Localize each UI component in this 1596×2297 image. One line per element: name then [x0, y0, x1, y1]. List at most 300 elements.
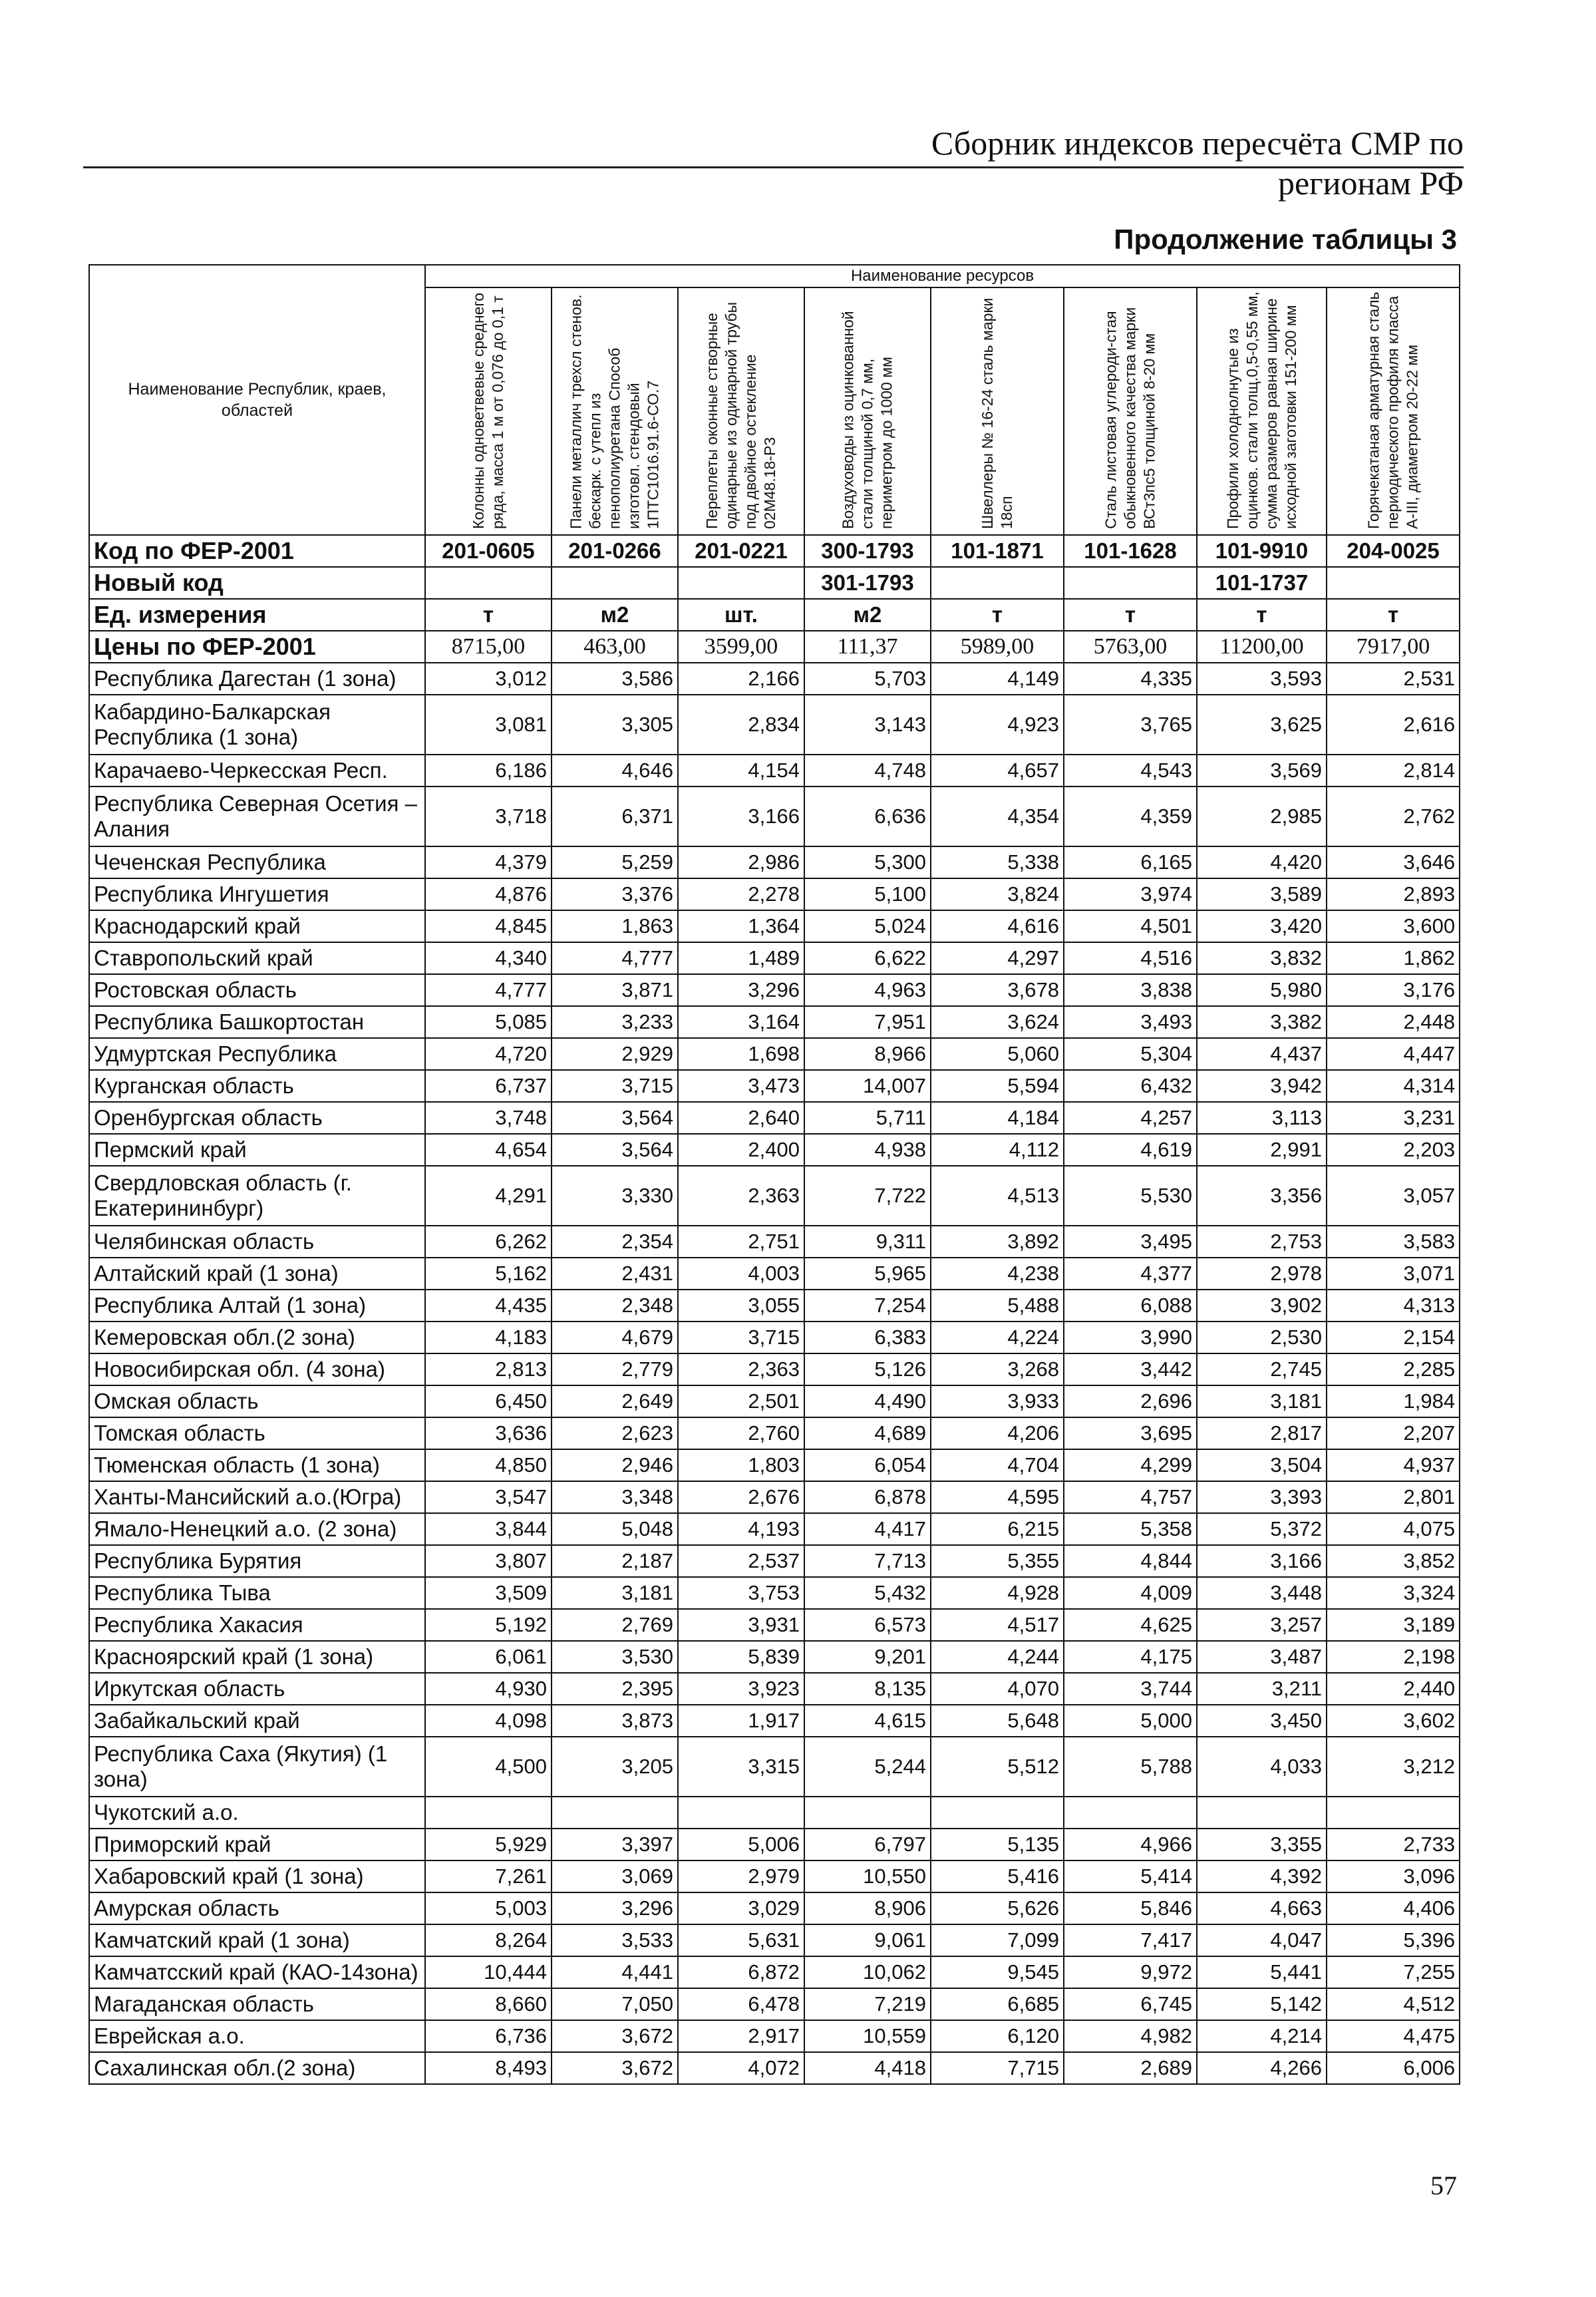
index-value: 2,979: [678, 1860, 804, 1892]
index-value: 4,963: [804, 974, 931, 1006]
region-name: Томская область: [89, 1417, 425, 1449]
meta-row: [89, 599, 1460, 631]
index-value: 2,348: [552, 1290, 678, 1322]
meta-cell: [552, 567, 678, 599]
index-value: 3,143: [804, 695, 931, 755]
index-value: 3,715: [552, 1070, 678, 1102]
index-value: 4,516: [1064, 942, 1197, 974]
index-value: 3,393: [1197, 1481, 1327, 1513]
index-value: 4,777: [552, 942, 678, 974]
index-value: 9,061: [804, 1924, 931, 1956]
index-value: 5,372: [1197, 1513, 1327, 1545]
index-value: 2,440: [1327, 1673, 1460, 1705]
index-value: 1,489: [678, 942, 804, 974]
table-row: [89, 1545, 1460, 1577]
index-value: 4,619: [1064, 1134, 1197, 1166]
index-value: 5,965: [804, 1258, 931, 1290]
index-value: 4,447: [1327, 1038, 1460, 1070]
index-value: 3,356: [1197, 1166, 1327, 1226]
index-value: 2,946: [552, 1449, 678, 1481]
region-name: Республика Алтай (1 зона): [89, 1290, 425, 1322]
index-value: 4,098: [425, 1705, 552, 1737]
index-value: 4,720: [425, 1038, 552, 1070]
index-value: 1,917: [678, 1705, 804, 1737]
table-row: [89, 1449, 1460, 1481]
region-name: Кемеровская обл.(2 зона): [89, 1322, 425, 1353]
collection-title: Сборник индексов пересчёта СМР по регионам РФ: [931, 124, 1464, 202]
meta-cell: 201-0221: [678, 535, 804, 567]
index-value: 4,417: [804, 1513, 931, 1545]
index-value: 2,696: [1064, 1385, 1197, 1417]
meta-cell: 101-1628: [1064, 535, 1197, 567]
index-value: 2,198: [1327, 1641, 1460, 1673]
regional-index-table: [88, 264, 1460, 2085]
index-value: 2,166: [678, 663, 804, 695]
region-name: Магаданская область: [89, 1988, 425, 2020]
index-value: 2,278: [678, 878, 804, 910]
index-value: 2,733: [1327, 1829, 1460, 1860]
index-value: 5,304: [1064, 1038, 1197, 1070]
index-value: 4,475: [1327, 2020, 1460, 2052]
index-value: 4,513: [931, 1166, 1064, 1226]
index-value: [1327, 1797, 1460, 1829]
index-value: 3,330: [552, 1166, 678, 1226]
index-value: 5,929: [425, 1829, 552, 1860]
region-name: Алтайский край (1 зона): [89, 1258, 425, 1290]
region-name: Омская область: [89, 1385, 425, 1417]
table-row: [89, 1006, 1460, 1038]
index-value: 1,698: [678, 1038, 804, 1070]
meta-cell: 8715,00: [425, 631, 552, 663]
region-name: Чукотский а.о.: [89, 1797, 425, 1829]
index-value: 3,442: [1064, 1353, 1197, 1385]
index-value: 2,917: [678, 2020, 804, 2052]
index-value: 9,311: [804, 1226, 931, 1258]
index-value: 3,753: [678, 1577, 804, 1609]
index-value: 3,029: [678, 1892, 804, 1924]
table-row: [89, 1737, 1460, 1797]
index-value: 3,296: [552, 1892, 678, 1924]
index-value: 3,448: [1197, 1577, 1327, 1609]
index-value: 3,933: [931, 1385, 1064, 1417]
meta-cell: т: [1327, 599, 1460, 631]
region-name: Республика Саха (Якутия) (1 зона): [89, 1737, 425, 1797]
index-value: 3,211: [1197, 1673, 1327, 1705]
page-number: 57: [1430, 2171, 1457, 2201]
meta-cell: 5763,00: [1064, 631, 1197, 663]
index-value: 10,062: [804, 1956, 931, 1988]
index-value: 4,392: [1197, 1860, 1327, 1892]
table-row: [89, 663, 1460, 695]
meta-row-label: Ед. измерения: [89, 599, 425, 631]
index-value: 6,061: [425, 1641, 552, 1673]
index-value: 3,495: [1064, 1226, 1197, 1258]
meta-cell: 204-0025: [1327, 535, 1460, 567]
index-value: 2,203: [1327, 1134, 1460, 1166]
index-value: 3,450: [1197, 1705, 1327, 1737]
index-value: 4,206: [931, 1417, 1064, 1449]
index-value: 3,382: [1197, 1006, 1327, 1038]
index-value: 4,517: [931, 1609, 1064, 1641]
index-value: 3,589: [1197, 878, 1327, 910]
index-value: 6,432: [1064, 1070, 1197, 1102]
table-row: [89, 1102, 1460, 1134]
index-value: 3,055: [678, 1290, 804, 1322]
index-value: 7,099: [931, 1924, 1064, 1956]
region-name: Карачаево-Черкесская Респ.: [89, 755, 425, 787]
index-value: 5,416: [931, 1860, 1064, 1892]
index-value: 4,112: [931, 1134, 1064, 1166]
index-value: 6,450: [425, 1385, 552, 1417]
index-value: 3,057: [1327, 1166, 1460, 1226]
index-value: 3,164: [678, 1006, 804, 1038]
meta-cell: т: [931, 599, 1064, 631]
index-value: 2,154: [1327, 1322, 1460, 1353]
table-row: [89, 2052, 1460, 2084]
resource-column-header: [678, 287, 804, 535]
index-value: 2,689: [1064, 2052, 1197, 2084]
index-value: 3,012: [425, 663, 552, 695]
meta-cell: [425, 567, 552, 599]
index-value: 3,748: [425, 1102, 552, 1134]
index-value: 3,257: [1197, 1609, 1327, 1641]
index-value: 4,595: [931, 1481, 1064, 1513]
index-value: 5,048: [552, 1513, 678, 1545]
index-value: 3,583: [1327, 1226, 1460, 1258]
index-value: 5,085: [425, 1006, 552, 1038]
region-name: Республика Северная Осетия – Алания: [89, 787, 425, 846]
region-name: Краснодарский край: [89, 910, 425, 942]
index-value: 4,418: [804, 2052, 931, 2084]
index-value: 4,704: [931, 1449, 1064, 1481]
index-value: 2,762: [1327, 787, 1460, 846]
table-row: [89, 1070, 1460, 1102]
index-value: 3,166: [678, 787, 804, 846]
region-name: Камчатсский край (КАО-14зона): [89, 1956, 425, 1988]
index-value: 3,166: [1197, 1545, 1327, 1577]
index-value: 4,616: [931, 910, 1064, 942]
index-value: 5,441: [1197, 1956, 1327, 1988]
region-column-header: Наименование Республик, краев, областей: [89, 265, 425, 535]
index-value: 6,573: [804, 1609, 931, 1641]
index-value: 6,120: [931, 2020, 1064, 2052]
index-value: 4,009: [1064, 1577, 1197, 1609]
resources-header: Наименование ресурсов: [425, 265, 1460, 287]
index-value: 5,355: [931, 1545, 1064, 1577]
index-value: 6,088: [1064, 1290, 1197, 1322]
index-value: 9,972: [1064, 1956, 1197, 1988]
meta-cell: [1064, 567, 1197, 599]
index-value: 8,906: [804, 1892, 931, 1924]
index-value: 4,441: [552, 1956, 678, 1988]
index-value: 9,545: [931, 1956, 1064, 1988]
index-value: 3,533: [552, 1924, 678, 1956]
resource-column-header: [804, 287, 931, 535]
index-value: 4,314: [1327, 1070, 1460, 1102]
index-value: 5,788: [1064, 1737, 1197, 1797]
index-value: 4,850: [425, 1449, 552, 1481]
meta-cell: 201-0605: [425, 535, 552, 567]
index-value: 2,363: [678, 1353, 804, 1385]
index-value: 4,679: [552, 1322, 678, 1353]
index-value: 3,942: [1197, 1070, 1327, 1102]
index-value: 2,760: [678, 1417, 804, 1449]
index-value: 2,623: [552, 1417, 678, 1449]
index-value: 2,985: [1197, 787, 1327, 846]
index-value: 4,930: [425, 1673, 552, 1705]
index-value: 4,193: [678, 1513, 804, 1545]
index-value: 3,646: [1327, 846, 1460, 878]
index-value: 3,324: [1327, 1577, 1460, 1609]
index-value: 1,364: [678, 910, 804, 942]
resource-column-header: [1197, 287, 1327, 535]
index-value: 3,420: [1197, 910, 1327, 942]
index-value: 2,978: [1197, 1258, 1327, 1290]
index-value: 2,991: [1197, 1134, 1327, 1166]
index-value: 3,113: [1197, 1102, 1327, 1134]
index-value: 8,135: [804, 1673, 931, 1705]
index-value: 3,844: [425, 1513, 552, 1545]
index-value: 4,928: [931, 1577, 1064, 1609]
index-value: 2,448: [1327, 1006, 1460, 1038]
table-row: [89, 1956, 1460, 1988]
index-value: 7,219: [804, 1988, 931, 2020]
index-value: 4,238: [931, 1258, 1064, 1290]
meta-cell: 111,37: [804, 631, 931, 663]
index-value: 4,340: [425, 942, 552, 974]
index-value: 5,980: [1197, 974, 1327, 1006]
index-value: 4,175: [1064, 1641, 1197, 1673]
index-value: 6,872: [678, 1956, 804, 1988]
index-value: 1,803: [678, 1449, 804, 1481]
index-value: 4,354: [931, 787, 1064, 846]
index-value: 3,672: [552, 2020, 678, 2052]
index-value: 4,047: [1197, 1924, 1327, 1956]
index-value: 4,033: [1197, 1737, 1327, 1797]
meta-row: [89, 631, 1460, 663]
index-value: 3,586: [552, 663, 678, 695]
index-value: 4,689: [804, 1417, 931, 1449]
index-value: 6,685: [931, 1988, 1064, 2020]
meta-cell: 300-1793: [804, 535, 931, 567]
meta-cell: [1327, 567, 1460, 599]
index-value: 1,863: [552, 910, 678, 942]
resource-column-header: [552, 287, 678, 535]
index-value: 2,986: [678, 846, 804, 878]
index-value: 9,201: [804, 1641, 931, 1673]
index-value: 3,305: [552, 695, 678, 755]
index-value: 3,715: [678, 1322, 804, 1353]
table-row: [89, 1038, 1460, 1070]
index-value: 3,974: [1064, 878, 1197, 910]
index-value: 2,817: [1197, 1417, 1327, 1449]
index-value: 4,154: [678, 755, 804, 787]
region-name: Курганская область: [89, 1070, 425, 1102]
index-value: 5,000: [1064, 1705, 1197, 1737]
index-value: 2,530: [1197, 1322, 1327, 1353]
index-value: 7,713: [804, 1545, 931, 1577]
index-value: 2,531: [1327, 663, 1460, 695]
index-value: 4,420: [1197, 846, 1327, 878]
index-value: 3,233: [552, 1006, 678, 1038]
index-value: 5,594: [931, 1070, 1064, 1102]
meta-row-label: Цены по ФЕР-2001: [89, 631, 425, 663]
index-value: 2,676: [678, 1481, 804, 1513]
index-value: 2,814: [1327, 755, 1460, 787]
region-name: Республика Хакасия: [89, 1609, 425, 1641]
index-value: 3,530: [552, 1641, 678, 1673]
index-value: 2,801: [1327, 1481, 1460, 1513]
index-value: 4,379: [425, 846, 552, 878]
table-row: [89, 1829, 1460, 1860]
index-value: 1,984: [1327, 1385, 1460, 1417]
index-value: 2,285: [1327, 1353, 1460, 1385]
region-name: Свердловская область (г. Екатерининбург): [89, 1166, 425, 1226]
index-value: 2,395: [552, 1673, 678, 1705]
region-name: Тюменская область (1 зона): [89, 1449, 425, 1481]
index-value: 2,207: [1327, 1417, 1460, 1449]
index-value: 3,348: [552, 1481, 678, 1513]
meta-cell: 201-0266: [552, 535, 678, 567]
index-value: [804, 1797, 931, 1829]
index-value: 4,663: [1197, 1892, 1327, 1924]
index-value: 3,923: [678, 1673, 804, 1705]
index-value: 6,736: [425, 2020, 552, 2052]
index-value: 2,400: [678, 1134, 804, 1166]
region-name: Пермский край: [89, 1134, 425, 1166]
resource-column-label: Горячекатаная арматурная сталь периодического профиля класса А-III, диаметром 20-22 мм: [1364, 291, 1421, 529]
index-value: 4,075: [1327, 1513, 1460, 1545]
meta-cell: 5989,00: [931, 631, 1064, 663]
index-value: 4,625: [1064, 1609, 1197, 1641]
table-row: [89, 1892, 1460, 1924]
index-value: 8,264: [425, 1924, 552, 1956]
index-value: 4,844: [1064, 1545, 1197, 1577]
index-value: 8,966: [804, 1038, 931, 1070]
index-value: 3,315: [678, 1737, 804, 1797]
index-value: 3,487: [1197, 1641, 1327, 1673]
index-value: 8,660: [425, 1988, 552, 2020]
region-name: Республика Башкортостан: [89, 1006, 425, 1038]
index-value: 2,751: [678, 1226, 804, 1258]
resource-column-label: Воздуховоды из оцинкованной стали толщиной 0,7 мм, периметром до 1000 мм: [839, 311, 895, 529]
meta-cell: шт.: [678, 599, 804, 631]
index-value: 2,431: [552, 1258, 678, 1290]
meta-row: [89, 535, 1460, 567]
table-continuation-label: Продолжение таблицы 3: [1114, 224, 1457, 255]
region-name: Камчатский край (1 зона): [89, 1924, 425, 1956]
index-value: 6,797: [804, 1829, 931, 1860]
index-value: 6,737: [425, 1070, 552, 1102]
resource-column-label: Профили холоднолнутые из оцинков. стали толщ.0,5-0,55 мм, сумма размеров равная ширине исходной заготовки 151-200 мм: [1223, 291, 1299, 529]
index-value: 7,255: [1327, 1956, 1460, 1988]
index-value: 2,649: [552, 1385, 678, 1417]
index-value: 5,396: [1327, 1924, 1460, 1956]
index-value: 5,631: [678, 1924, 804, 1956]
index-value: 3,873: [552, 1705, 678, 1737]
region-name: Республика Дагестан (1 зона): [89, 663, 425, 695]
resource-column-label: Колонны одноветвевые среднего ряда, масса 1 м от 0,076 до 0,1 т: [470, 292, 506, 529]
index-value: 3,176: [1327, 974, 1460, 1006]
region-name: Челябинская область: [89, 1226, 425, 1258]
index-value: 5,648: [931, 1705, 1064, 1737]
index-value: 2,769: [552, 1609, 678, 1641]
index-value: 4,406: [1327, 1892, 1460, 1924]
region-name: Ставропольский край: [89, 942, 425, 974]
meta-cell: 101-1737: [1197, 567, 1327, 599]
table-row: [89, 1290, 1460, 1322]
index-value: 3,765: [1064, 695, 1197, 755]
index-value: 2,745: [1197, 1353, 1327, 1385]
index-value: 4,982: [1064, 2020, 1197, 2052]
index-value: 3,593: [1197, 663, 1327, 695]
meta-cell: м2: [552, 599, 678, 631]
index-value: 3,625: [1197, 695, 1327, 755]
region-name: Республика Ингушетия: [89, 878, 425, 910]
region-name: Приморский край: [89, 1829, 425, 1860]
index-value: 3,824: [931, 878, 1064, 910]
index-value: 2,813: [425, 1353, 552, 1385]
index-value: 1,862: [1327, 942, 1460, 974]
index-value: 4,184: [931, 1102, 1064, 1134]
header-rule: [83, 166, 1464, 168]
index-value: 4,257: [1064, 1102, 1197, 1134]
index-value: 5,142: [1197, 1988, 1327, 2020]
meta-cell: 3599,00: [678, 631, 804, 663]
meta-cell: 101-9910: [1197, 535, 1327, 567]
resource-column-label: Швеллеры № 16-24 сталь марки 18сп: [979, 297, 1015, 529]
index-value: [678, 1797, 804, 1829]
index-value: 4,500: [425, 1737, 552, 1797]
index-value: 6,383: [804, 1322, 931, 1353]
region-name: Ямало-Ненецкий а.о. (2 зона): [89, 1513, 425, 1545]
index-value: 3,852: [1327, 1545, 1460, 1577]
meta-cell: т: [1064, 599, 1197, 631]
table-row: [89, 1258, 1460, 1290]
index-value: 6,878: [804, 1481, 931, 1513]
index-value: 14,007: [804, 1070, 931, 1102]
table-row: [89, 846, 1460, 878]
index-value: 10,444: [425, 1956, 552, 1988]
index-value: 5,100: [804, 878, 931, 910]
meta-cell: [931, 567, 1064, 599]
index-value: 10,559: [804, 2020, 931, 2052]
index-value: 5,414: [1064, 1860, 1197, 1892]
index-value: 4,244: [931, 1641, 1064, 1673]
index-value: 3,296: [678, 974, 804, 1006]
index-value: 2,363: [678, 1166, 804, 1226]
index-value: 6,371: [552, 787, 678, 846]
index-value: 4,966: [1064, 1829, 1197, 1860]
index-value: 6,054: [804, 1449, 931, 1481]
index-value: 5,135: [931, 1829, 1064, 1860]
index-value: 5,839: [678, 1641, 804, 1673]
index-value: 4,923: [931, 695, 1064, 755]
index-value: 3,473: [678, 1070, 804, 1102]
index-value: 3,181: [552, 1577, 678, 1609]
index-value: 3,205: [552, 1737, 678, 1797]
index-value: 3,838: [1064, 974, 1197, 1006]
index-value: 5,162: [425, 1258, 552, 1290]
index-value: 3,071: [1327, 1258, 1460, 1290]
index-value: 3,231: [1327, 1102, 1460, 1134]
table-row: [89, 1797, 1460, 1829]
index-value: 5,488: [931, 1290, 1064, 1322]
index-value: 5,432: [804, 1577, 931, 1609]
index-value: 3,493: [1064, 1006, 1197, 1038]
index-value: 3,509: [425, 1577, 552, 1609]
index-value: 4,435: [425, 1290, 552, 1322]
